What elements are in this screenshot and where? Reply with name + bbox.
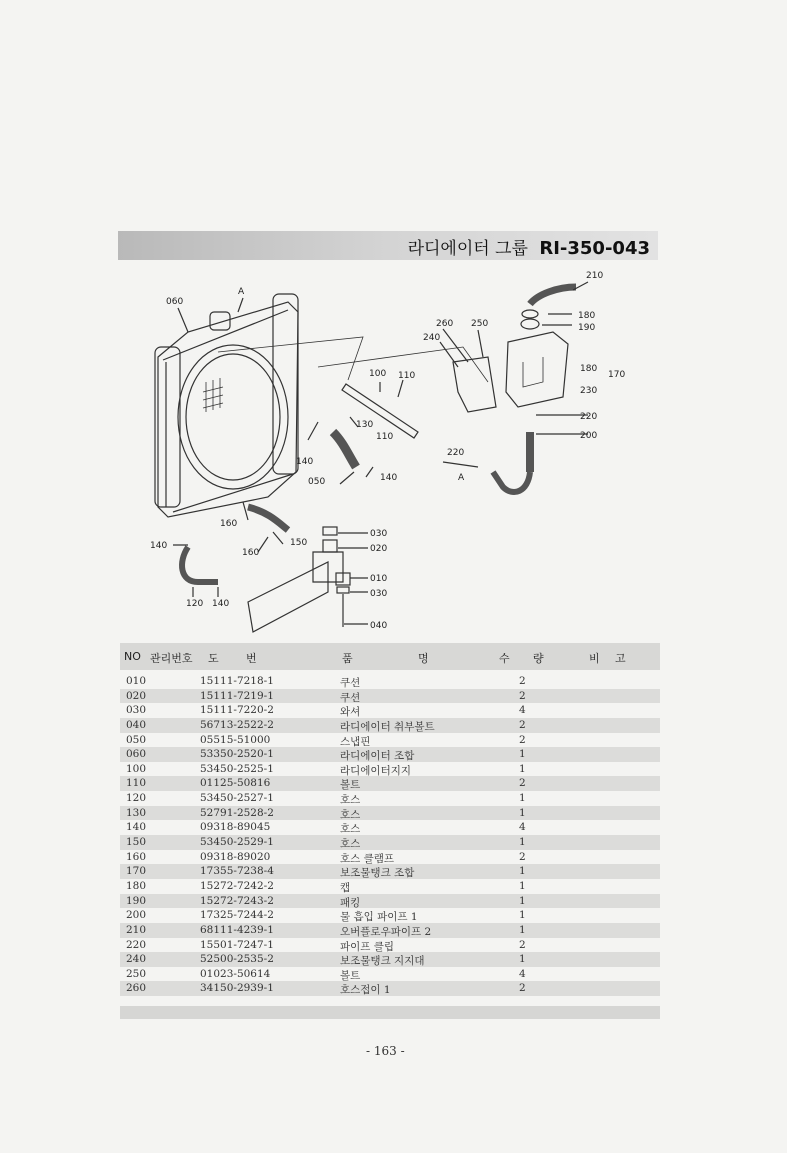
cell-no: 050 — [126, 733, 147, 746]
col-drawing-1: 도 — [208, 652, 219, 665]
cell-part-name: 쿠션 — [340, 691, 361, 704]
cell-quantity: 1 — [519, 806, 526, 819]
table-row — [120, 791, 660, 806]
cell-part-name: 라디에이터 취부볼트 — [340, 720, 435, 733]
cell-no: 260 — [126, 982, 147, 995]
cell-quantity: 2 — [519, 938, 526, 951]
exploded-parts-diagram — [118, 262, 658, 642]
table-row — [120, 908, 660, 923]
cell-part-name: 스냅핀 — [340, 735, 371, 748]
callout-label: 250 — [471, 319, 489, 329]
cell-part-name: 와셔 — [340, 706, 361, 719]
cell-part-number: 15111-7219-1 — [200, 689, 274, 702]
cell-no: 170 — [126, 865, 147, 878]
table-row — [120, 674, 660, 689]
cell-part-name: 라디에이터지지 — [340, 764, 412, 777]
cell-part-number: 05515-51000 — [200, 733, 271, 746]
cell-no: 130 — [126, 806, 147, 819]
callout-label: 110 — [376, 432, 394, 442]
cell-no: 180 — [126, 879, 147, 892]
cell-no: 200 — [126, 909, 147, 922]
cell-part-number: 15111-7218-1 — [200, 675, 274, 687]
callout-label: 060 — [166, 297, 184, 307]
cell-no: 100 — [126, 762, 147, 775]
cell-part-number: 53450-2525-1 — [200, 762, 274, 775]
cell-part-name: 볼트 — [340, 969, 361, 982]
table-row — [120, 820, 660, 835]
cell-quantity: 2 — [519, 689, 526, 702]
cell-quantity: 1 — [519, 894, 526, 907]
section-title — [408, 234, 650, 259]
footer-bar — [120, 1006, 660, 1019]
cell-quantity: 4 — [519, 967, 526, 980]
callout-label: 040 — [370, 621, 388, 631]
cell-quantity: 1 — [519, 836, 526, 849]
table-row — [120, 879, 660, 894]
cell-part-number: 09318-89045 — [200, 821, 271, 834]
cell-quantity: 4 — [519, 821, 526, 834]
callout-label: A — [238, 287, 245, 297]
callout-label: 170 — [608, 370, 626, 380]
cell-part-number: 15272-7242-2 — [200, 879, 274, 892]
callout-label: 240 — [423, 333, 441, 343]
callout-label: 140 — [296, 457, 314, 467]
callout-label: 230 — [580, 386, 598, 396]
cell-quantity: 1 — [519, 879, 526, 892]
page-number: - 163 - — [366, 1044, 405, 1058]
callout-label: 110 — [398, 371, 416, 381]
col-name-2: 명 — [418, 652, 429, 665]
cell-part-number: 15272-7243-2 — [200, 894, 274, 907]
cell-quantity: 1 — [519, 865, 526, 878]
col-qty-2: 량 — [533, 652, 544, 665]
cell-no: 040 — [126, 718, 147, 731]
callout-label: 180 — [580, 364, 598, 374]
cell-part-name: 물 흡입 파이프 1 — [340, 911, 418, 924]
cell-part-name: 호스 — [340, 808, 361, 821]
table-row — [120, 864, 660, 879]
cell-part-number: 53450-2527-1 — [200, 792, 274, 805]
cell-quantity: 1 — [519, 953, 526, 966]
table-row — [120, 703, 660, 718]
cell-no: 030 — [126, 704, 147, 717]
cell-no: 210 — [126, 923, 147, 936]
cell-quantity: 1 — [519, 923, 526, 936]
callout-label: 210 — [586, 271, 604, 281]
cell-part-name: 볼트 — [340, 779, 361, 792]
col-mgmt: 관리번호 — [150, 652, 193, 665]
cell-part-name: 호스 — [340, 794, 361, 807]
table-row — [120, 923, 660, 938]
table-row — [120, 894, 660, 909]
cell-quantity: 1 — [519, 792, 526, 805]
cell-quantity: 1 — [519, 909, 526, 922]
cell-quantity: 2 — [519, 733, 526, 746]
cell-quantity: 1 — [519, 762, 526, 775]
col-qty-1: 수 — [499, 652, 510, 665]
cell-part-name: 보조물탱크 지지대 — [340, 955, 425, 968]
table-row — [120, 967, 660, 982]
cell-part-name: 라디에이터 조합 — [340, 750, 415, 763]
cell-no: 010 — [126, 675, 147, 687]
cell-part-number: 01023-50614 — [200, 967, 271, 980]
table-row — [120, 981, 660, 996]
parts-table-header — [120, 643, 660, 670]
cell-no: 150 — [126, 836, 147, 849]
cell-part-name: 보조물탱크 조합 — [340, 867, 415, 880]
col-name-1: 품 — [342, 652, 353, 665]
table-row — [120, 776, 660, 791]
cell-no: 160 — [126, 850, 147, 863]
cell-part-number: 15501-7247-1 — [200, 938, 274, 951]
table-row — [120, 747, 660, 762]
cell-quantity: 2 — [519, 850, 526, 863]
cell-no: 250 — [126, 967, 147, 980]
cell-quantity: 2 — [519, 718, 526, 731]
cell-no: 110 — [126, 777, 147, 790]
cell-part-number: 17325-7244-2 — [200, 909, 274, 922]
callout-label: 140 — [212, 599, 230, 609]
parts-illustration — [118, 262, 658, 642]
callout-label: 120 — [186, 599, 204, 609]
table-row — [120, 762, 660, 777]
cell-no: 060 — [126, 748, 147, 761]
cell-part-number: 53350-2520-1 — [200, 748, 274, 761]
callout-label: 140 — [150, 541, 168, 551]
table-row — [120, 718, 660, 733]
cell-quantity: 1 — [519, 748, 526, 761]
cell-no: 140 — [126, 821, 147, 834]
callout-label: 160 — [242, 548, 260, 558]
cell-no: 190 — [126, 894, 147, 907]
callout-label: 140 — [380, 473, 398, 483]
table-row — [120, 850, 660, 865]
callout-label: 150 — [290, 538, 308, 548]
table-row — [120, 689, 660, 704]
callout-label: 180 — [578, 311, 596, 321]
cell-part-name: 오버플로우파이프 2 — [340, 925, 432, 938]
cell-part-number: 01125-50816 — [200, 777, 271, 790]
cell-quantity: 2 — [519, 675, 526, 687]
cell-part-number: 15111-7220-2 — [200, 704, 274, 717]
cell-part-number: 17355-7238-4 — [200, 865, 274, 878]
callout-label: 200 — [580, 431, 598, 441]
table-row — [120, 806, 660, 821]
section-header — [118, 231, 658, 260]
col-note-2: 고 — [615, 652, 626, 665]
cell-part-number: 53450-2529-1 — [200, 836, 274, 849]
callout-label: 260 — [436, 319, 454, 329]
cell-part-number: 09318-89020 — [200, 850, 271, 863]
table-row — [120, 952, 660, 967]
table-row — [120, 938, 660, 953]
callout-label: 020 — [370, 544, 388, 554]
cell-part-number: 52791-2528-2 — [200, 806, 274, 819]
cell-part-name: 호스 — [340, 823, 361, 836]
col-drawing-2: 번 — [246, 652, 257, 665]
cell-no: 020 — [126, 689, 147, 702]
table-row — [120, 733, 660, 748]
cell-no: 220 — [126, 938, 147, 951]
cell-part-number: 52500-2535-2 — [200, 953, 274, 966]
col-no: NO — [124, 650, 141, 663]
group-code: RI-350-043 — [539, 238, 650, 259]
cell-part-name: 파이프 클립 — [340, 940, 395, 953]
cell-part-name: 캡 — [340, 881, 351, 894]
callout-label: 220 — [447, 448, 465, 458]
cell-quantity: 4 — [519, 704, 526, 717]
callout-label: 130 — [356, 420, 374, 430]
parts-table-body — [120, 674, 660, 996]
cell-part-number: 56713-2522-2 — [200, 718, 274, 731]
cell-part-name: 쿠션 — [340, 677, 361, 689]
callout-label: 050 — [308, 477, 326, 487]
cell-no: 240 — [126, 953, 147, 966]
callout-label: 030 — [370, 589, 388, 599]
cell-part-name: 호스 클램프 — [340, 852, 395, 865]
col-note-1: 비 — [589, 652, 600, 665]
callout-label: A — [458, 473, 465, 483]
callout-label: 030 — [370, 529, 388, 539]
group-title: 라디에이터 그룹 — [407, 239, 528, 259]
table-row — [120, 835, 660, 850]
callout-label: 190 — [578, 323, 596, 333]
callout-label: 220 — [580, 412, 598, 422]
cell-part-number: 34150-2939-1 — [200, 982, 274, 995]
callout-label: 100 — [369, 369, 387, 379]
callout-label: 160 — [220, 519, 238, 529]
cell-part-number: 68111-4239-1 — [200, 923, 274, 936]
cell-quantity: 2 — [519, 777, 526, 790]
callout-label: 010 — [370, 574, 388, 584]
cell-no: 120 — [126, 792, 147, 805]
cell-quantity: 2 — [519, 982, 526, 995]
cell-part-name: 패킹 — [340, 896, 361, 909]
cell-part-name: 호스접이 1 — [340, 984, 391, 997]
cell-part-name: 호스 — [340, 838, 361, 851]
